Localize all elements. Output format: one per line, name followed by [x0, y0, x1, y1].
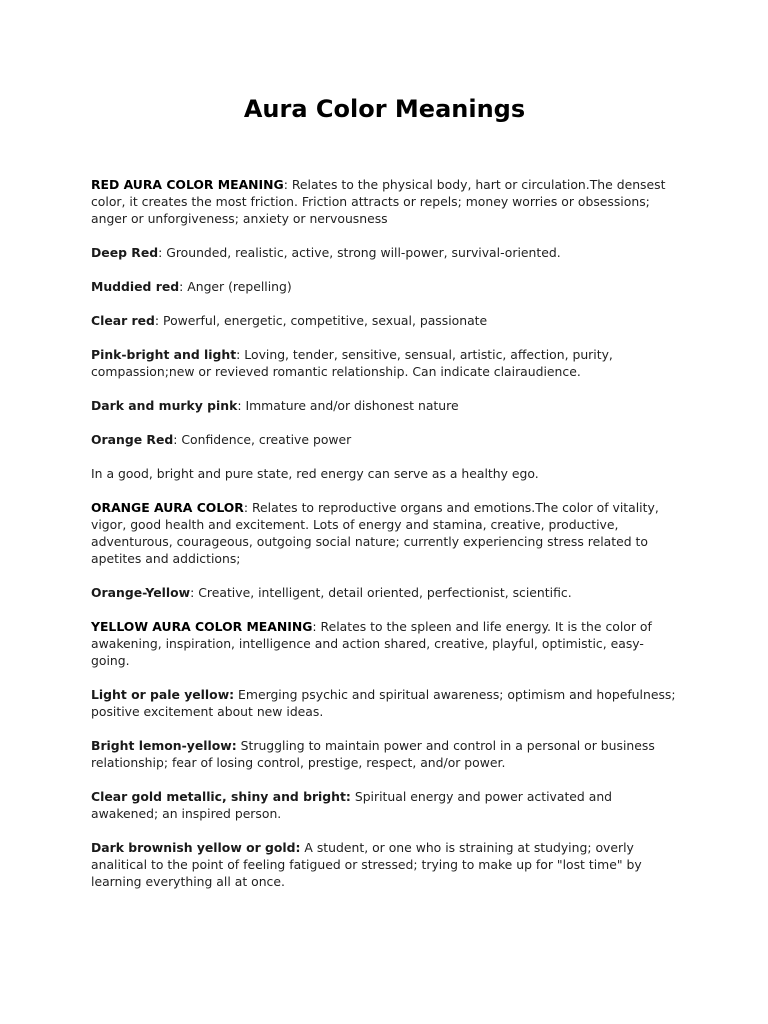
entry-term: Clear gold metallic, shiny and bright:	[91, 789, 351, 804]
entry-bright-lemon-yellow	[91, 737, 678, 771]
entry-text: A student, or one who is straining at studying; overly analitical to the point of feeling fatigued or stressed; trying to make up for "lost time" by learning everything all at once.	[91, 840, 642, 889]
entry-muddied-red: Muddied red: Anger (repelling)	[91, 279, 292, 294]
entry-term: Orange Red	[91, 432, 174, 447]
entry-term: ORANGE AURA COLOR	[91, 500, 244, 515]
entry-text: Spiritual energy and power activated and awakened; an inspired person.	[91, 789, 613, 821]
entry-orange-red: Orange Red: Confidence, creative power	[91, 432, 352, 447]
entry-text: Emerging psychic and spiritual awareness; optimism and hopefulness; positive excitement about new ideas.	[91, 687, 676, 719]
entry-pink-bright: Pink-bright and light: Loving, tender, sensitive, sensual, artistic, affection, purity, compassion;new or revieved romantic relationship. Can indicate clairaudience.	[91, 347, 613, 379]
entry-term: Light or pale yellow:	[91, 687, 235, 702]
entry-term: Muddied red	[91, 279, 180, 294]
entry-term: Dark brownish yellow or gold:	[91, 840, 301, 855]
entry-orange-aura: ORANGE AURA COLOR: Relates to reproductive organs and emotions.The color of vitality, vigor, good health and excitement. Lots of energy and stamina, creative, productive, adventurous, courageous, outgoing social nature; currently experiencing stress related to apetites and addictions;	[91, 500, 659, 566]
entry-red-aura: RED AURA COLOR MEANING: Relates to the physical body, hart or circulation.The densest color, it creates the most friction. Friction attracts or repels; money worries or obsessions; anger or unforgiveness; anxiety or nervousness	[91, 177, 666, 226]
entry-dark-brownish-yellow	[91, 839, 678, 890]
entry-text: Creative, intelligent, detail oriented, perfectionist, scientific.	[198, 585, 572, 600]
entry-healthy-ego-note	[91, 465, 678, 482]
entry-text: Grounded, realistic, active, strong will-power, survival-oriented.	[166, 245, 561, 260]
entry-text: Relates to the spleen and life energy. It is the color of awakening, inspiration, intelligence and action shared, creative, playful, optimistic, easy-going.	[91, 619, 652, 668]
entry-text: Immature and/or dishonest nature	[245, 398, 459, 413]
entry-clear-red: Clear red: Powerful, energetic, competitive, sexual, passionate	[91, 313, 488, 328]
entry-clear-gold	[91, 788, 678, 822]
entry-term: Clear red	[91, 313, 155, 328]
entry-term: Pink-bright and light	[91, 347, 237, 362]
entry-deep-red: Deep Red: Grounded, realistic, active, strong will-power, survival-oriented.	[91, 245, 561, 260]
entry-term: YELLOW AURA COLOR MEANING	[91, 619, 313, 634]
entry-dark-murky-pink: Dark and murky pink: Immature and/or dishonest nature	[91, 398, 459, 413]
entry-text: In a good, bright and pure state, red energy can serve as a healthy ego.	[91, 466, 539, 481]
entry-text: Relates to reproductive organs and emotions.The color of vitality, vigor, good health and excitement. Lots of energy and stamina, creative, productive, adventurous, courageous, outgoing social nature; currently experiencing stress related to apetites and addictions;	[91, 500, 659, 566]
entry-term: Orange-Yellow	[91, 585, 191, 600]
entry-term: RED AURA COLOR MEANING	[91, 177, 284, 192]
entry-term: Deep Red	[91, 245, 159, 260]
entry-list	[91, 176, 678, 890]
entry-term: Bright lemon-yellow:	[91, 738, 237, 753]
entry-term: Dark and murky pink	[91, 398, 238, 413]
entry-text: Struggling to maintain power and control in a personal or business relationship; fear of losing control, prestige, respect, and/or power.	[91, 738, 655, 770]
entry-text: Relates to the physical body, hart or circulation.The densest color, it creates the most friction. Friction attracts or repels; money worries or obsessions; anger or unforgiveness; anxiety or nervousness	[91, 177, 666, 226]
entry-orange-yellow: Orange-Yellow: Creative, intelligent, detail oriented, perfectionist, scientific.	[91, 585, 572, 600]
entry-text: Powerful, energetic, competitive, sexual, passionate	[163, 313, 488, 328]
entry-light-pale-yellow	[91, 686, 678, 720]
entry-yellow-aura: YELLOW AURA COLOR MEANING: Relates to the spleen and life energy. It is the color of awakening, inspiration, intelligence and action shared, creative, playful, optimistic, easy-going.	[91, 619, 652, 668]
entry-text: Confidence, creative power	[181, 432, 352, 447]
document-title: Aura Color Meanings	[243, 95, 526, 123]
entry-text: Anger (repelling)	[187, 279, 292, 294]
entry-text: Loving, tender, sensitive, sensual, artistic, affection, purity, compassion;new or revieved romantic relationship. Can indicate clairaudience.	[91, 347, 613, 379]
